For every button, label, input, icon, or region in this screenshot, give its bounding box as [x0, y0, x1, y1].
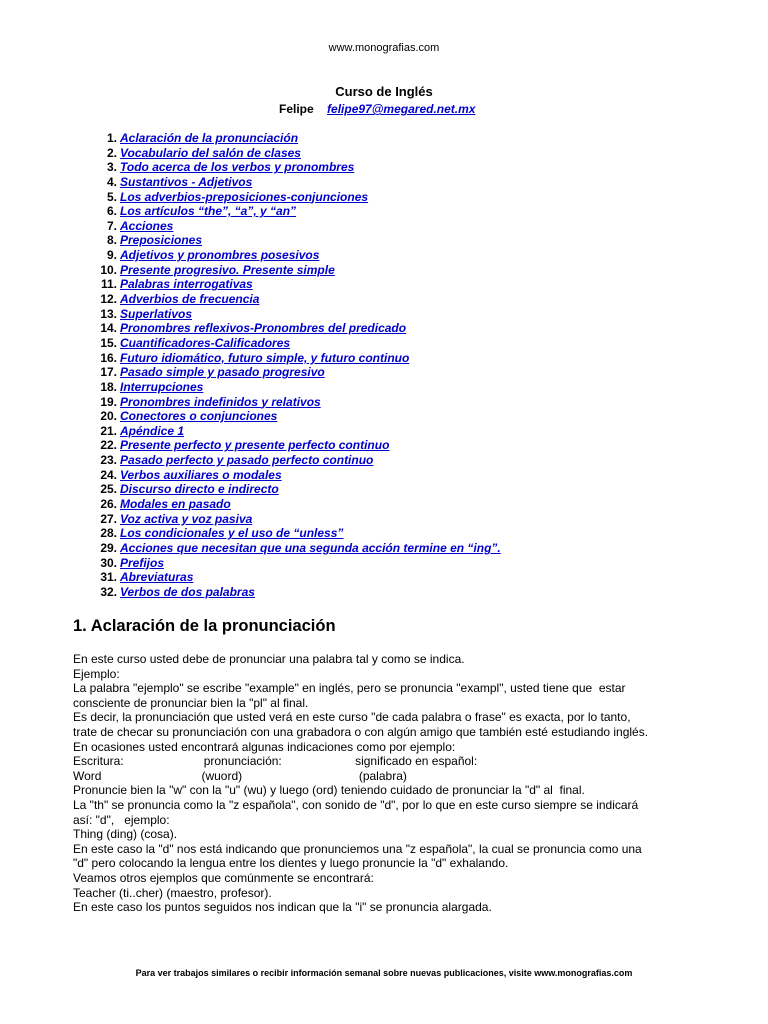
toc-link[interactable]: Pasado perfecto y pasado perfecto continuo: [120, 453, 374, 468]
toc-link[interactable]: Adjetivos y pronombres posesivos: [120, 248, 320, 263]
toc-link[interactable]: Voz activa y voz pasiva: [120, 511, 253, 526]
toc-item-number: 9.: [106, 248, 117, 263]
toc-item-number: 6.: [106, 204, 117, 219]
table-of-contents: [80, 131, 501, 600]
toc-item-number: 19.: [100, 394, 117, 409]
toc-item-number: 20.: [100, 409, 117, 424]
toc-item-number: 18.: [100, 379, 117, 394]
toc-item-number: 17.: [100, 365, 117, 380]
toc-item-number: 7.: [106, 218, 117, 233]
toc-item: [80, 585, 501, 600]
toc-item: [80, 292, 501, 307]
toc-item: [80, 409, 501, 424]
toc-item-number: 31.: [100, 570, 117, 585]
toc-item: [80, 146, 501, 161]
author-email-link[interactable]: felipe97@megared.net.mx: [327, 102, 476, 116]
body-line: Escritura: pronunciación: significado en español:: [73, 754, 478, 769]
toc-item-number: 27.: [100, 511, 117, 526]
toc-link[interactable]: Presente perfecto y presente perfecto continuo: [120, 438, 390, 453]
body-line: Veamos otros ejemplos que comúnmente se encontrará:: [73, 870, 374, 885]
toc-item: [80, 512, 501, 527]
toc-item: [80, 468, 501, 483]
toc-item: [80, 570, 501, 585]
toc-item: [80, 395, 501, 410]
body-line: Thing (ding) (cosa).: [73, 827, 178, 842]
toc-link[interactable]: Palabras interrogativas: [120, 277, 253, 292]
body-line: trate de checar su pronunciación con una grabadora o con algún amigo que también esté estudiando inglés.: [73, 724, 649, 739]
toc-item: [80, 556, 501, 571]
toc-item-number: 26.: [100, 497, 117, 512]
toc-item: [80, 482, 501, 497]
toc-item: [80, 248, 501, 263]
toc-link[interactable]: Verbos de dos palabras: [120, 584, 255, 599]
body-line: La palabra "ejemplo" se escribe "example" en inglés, pero se pronuncia "exampl", usted tiene que estar: [73, 681, 626, 696]
toc-link[interactable]: Superlativos: [120, 306, 193, 321]
toc-link[interactable]: Modales en pasado: [120, 497, 231, 512]
body-line: En ocasiones usted encontrará algunas indicaciones como por ejemplo:: [73, 739, 456, 754]
toc-item-number: 15.: [100, 335, 117, 350]
toc-link[interactable]: Presente progresivo. Presente simple: [120, 262, 335, 277]
toc-item-number: 21.: [100, 423, 117, 438]
toc-item-number: 14.: [100, 321, 117, 336]
toc-link[interactable]: Pronombres reflexivos-Pronombres del predicado: [120, 321, 407, 336]
toc-item-number: 13.: [100, 306, 117, 321]
body-line: Ejemplo:: [73, 666, 120, 681]
toc-item: [80, 365, 501, 380]
toc-link[interactable]: Aclaración de la pronunciación: [120, 131, 299, 145]
toc-item: [80, 190, 501, 205]
toc-item: [80, 541, 501, 556]
toc-link[interactable]: Todo acerca de los verbos y pronombres: [120, 160, 355, 175]
toc-item: [80, 438, 501, 453]
body-line: Word (wuord) (palabra): [73, 768, 407, 783]
section-heading: 1. Aclaración de la pronunciación: [73, 617, 336, 635]
toc-item: [80, 453, 501, 468]
site-header: www.monografias.com: [328, 42, 440, 54]
toc-link[interactable]: Sustantivos - Adjetivos: [120, 174, 253, 189]
author-name: Felipe: [279, 102, 314, 116]
toc-item-number: 8.: [106, 233, 117, 248]
toc-item-number: 29.: [100, 540, 117, 555]
toc-item: [80, 526, 501, 541]
toc-item-number: 12.: [100, 292, 117, 307]
toc-item-number: 11.: [100, 277, 117, 292]
toc-item: [80, 263, 501, 278]
toc-link[interactable]: Verbos auxiliares o modales: [120, 467, 282, 482]
toc-item-number: 23.: [100, 453, 117, 468]
body-line: En este caso los puntos seguidos nos indican que la "i" se pronuncia alargada.: [73, 900, 492, 915]
toc-link[interactable]: Los condicionales y el uso de “unless”: [120, 526, 344, 541]
toc-link[interactable]: Cuantificadores-Calificadores: [120, 335, 291, 350]
toc-item: [80, 497, 501, 512]
document-title: Curso de Inglés: [335, 84, 433, 99]
toc-item-number: 3.: [106, 160, 117, 175]
toc-link[interactable]: Futuro idiomático, futuro simple, y futuro continuo: [120, 350, 410, 365]
toc-link[interactable]: Acciones: [120, 218, 174, 233]
toc-link[interactable]: Discurso directo e indirecto: [120, 482, 279, 497]
toc-item-number: 22.: [100, 438, 117, 453]
toc-link[interactable]: Adverbios de frecuencia: [120, 292, 260, 307]
toc-item: [80, 219, 501, 234]
body-line: Pronuncie bien la "w" con la "u" (wu) y luego (ord) teniendo cuidado de pronunciar la "d" al final.: [73, 783, 585, 798]
page-footer: Para ver trabajos similares o recibir información semanal sobre nuevas publicaciones, visite www.monografias.com: [135, 968, 633, 978]
toc-link[interactable]: Preposiciones: [120, 233, 203, 248]
toc-item-number: 2.: [106, 145, 117, 160]
toc-item-number: 24.: [100, 467, 117, 482]
toc-item: [80, 175, 501, 190]
toc-link[interactable]: Conectores o conjunciones: [120, 409, 278, 424]
toc-item-number: 10.: [100, 262, 117, 277]
body-line: Es decir, la pronunciación que usted verá en este curso "de cada palabra o frase" es exacta, por lo tanto,: [73, 710, 631, 725]
toc-item-number: 30.: [100, 555, 117, 570]
toc-item: [80, 321, 501, 336]
body-line: La "th" se pronuncia como la "z española", con sonido de "d", por lo que en este curso siempre se indicará: [73, 797, 639, 812]
toc-item: [80, 336, 501, 351]
toc-link[interactable]: Apéndice 1: [120, 423, 185, 438]
toc-link[interactable]: Vocabulario del salón de clases: [120, 145, 301, 160]
toc-item-number: 28.: [100, 526, 117, 541]
toc-link[interactable]: Interrupciones: [120, 379, 204, 394]
toc-link[interactable]: Los artículos “the”, “a”, y “an”: [120, 204, 297, 219]
section-body: [73, 652, 713, 915]
toc-item-number: 4.: [106, 174, 117, 189]
toc-link[interactable]: Acciones que necesitan que una segunda acción termine en “ing”.: [120, 540, 501, 555]
toc-item: [80, 380, 501, 395]
toc-link[interactable]: Prefijos: [120, 555, 165, 570]
toc-item: [80, 277, 501, 292]
toc-item: [80, 204, 501, 219]
toc-item: [80, 233, 501, 248]
toc-link[interactable]: Abreviaturas: [120, 570, 194, 585]
toc-link[interactable]: Los adverbios-preposiciones-conjunciones: [120, 189, 369, 204]
toc-item: [80, 131, 501, 146]
toc-link[interactable]: Pronombres indefinidos y relativos: [120, 394, 321, 409]
toc-item-number: 16.: [100, 350, 117, 365]
author-line: [279, 102, 475, 116]
toc-item: [80, 160, 501, 175]
body-line: En este caso la "d" nos está indicando que pronunciemos una "z española", la cual se pronuncia como una: [73, 841, 642, 856]
body-line: consciente de pronunciar bien la "pl" al final.: [73, 695, 309, 710]
body-line: "d" pero colocando la lengua entre los dientes y luego pronuncie la "d" exhalando.: [73, 856, 509, 871]
toc-item-number: 5.: [106, 189, 117, 204]
body-line: Teacher (ti..cher) (maestro, profesor).: [73, 885, 272, 900]
toc-link[interactable]: Pasado simple y pasado progresivo: [120, 365, 325, 380]
toc-item-number: 25.: [100, 482, 117, 497]
body-line: así: "d", ejemplo:: [73, 812, 170, 827]
body-line: En este curso usted debe de pronunciar una palabra tal y como se indica.: [73, 652, 465, 666]
toc-item-number: 32.: [100, 584, 117, 599]
toc-item: [80, 424, 501, 439]
toc-item: [80, 307, 501, 322]
toc-item: [80, 351, 501, 366]
toc-item-number: 1.: [106, 131, 117, 145]
